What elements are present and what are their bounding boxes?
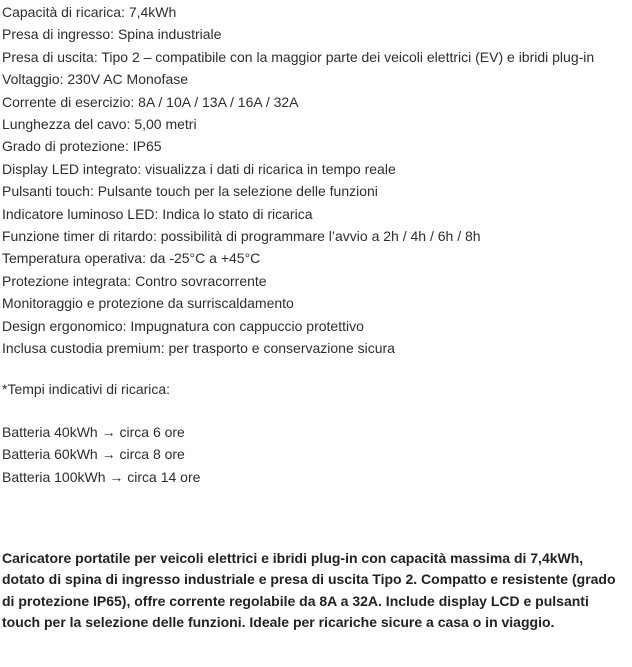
spec-cable-length: Lunghezza del cavo: 5,00 metri: [2, 116, 197, 133]
charging-times-list: [2, 421, 200, 488]
spec-protection-grade: Grado di protezione: IP65: [2, 138, 162, 155]
spec-delay-timer: Funzione timer di ritardo: possibilità di programmare l’avvio a 2h / 4h / 6h / 8h: [2, 228, 481, 245]
spec-ergonomic-design: Design ergonomico: Impugnatura con cappuccio protettivo: [2, 317, 364, 334]
spec-voltage: Voltaggio: 230V AC Monofase: [2, 71, 189, 88]
spec-touch-buttons: Pulsanti touch: Pulsante touch per la selezione delle funzioni: [2, 183, 378, 200]
charging-time-100kwh: Batteria 100kWh → circa 14 ore: [2, 468, 201, 485]
charging-times-note: *Tempi indicativi di ricarica:: [2, 381, 171, 397]
spec-premium-case: Inclusa custodia premium: per trasporto e conservazione sicura: [2, 340, 395, 357]
charging-time-40kwh: Batteria 40kWh → circa 6 ore: [2, 424, 185, 440]
product-summary: Caricatore portatile per veicoli elettrici e ibridi plug-in con capacità massima di 7,4kWh, dotato di spina di ingresso industriale e presa di uscita Tipo 2. Compatto e resistente (grado di protezione IP65), offre corrente regolabile da 8A a 32A. Include display LCD e pulsanti touch per la selezione delle funzioni. Ideale per ricariche sicure a casa o in viaggio.: [2, 550, 616, 630]
spec-input-plug: Presa di ingresso: Spina industriale: [2, 26, 222, 43]
spec-operating-temperature: Temperatura operativa: da -25°C a +45°C: [2, 250, 261, 267]
charging-time-60kwh: Batteria 60kWh → circa 8 ore: [2, 446, 185, 463]
spec-overheat-monitoring: Monitoraggio e protezione da surriscaldamento: [2, 295, 294, 312]
spec-led-indicator: Indicatore luminoso LED: Indica lo stato di ricarica: [2, 205, 313, 222]
spec-capacity: Capacità di ricarica: 7,4kWh: [2, 4, 177, 20]
spec-output-socket: Presa di uscita: Tipo 2 – compatibile con la maggior parte dei veicoli elettrici (EV) e ibridi plug-in: [2, 48, 595, 65]
spec-current: Corrente di esercizio: 8A / 10A / 13A / 16A / 32A: [2, 93, 299, 110]
spec-led-display: Display LED integrato: visualizza i dati di ricarica in tempo reale: [2, 160, 396, 177]
spec-list: [2, 1, 632, 360]
spec-integrated-protection: Protezione integrata: Contro sovracorrente: [2, 272, 267, 289]
